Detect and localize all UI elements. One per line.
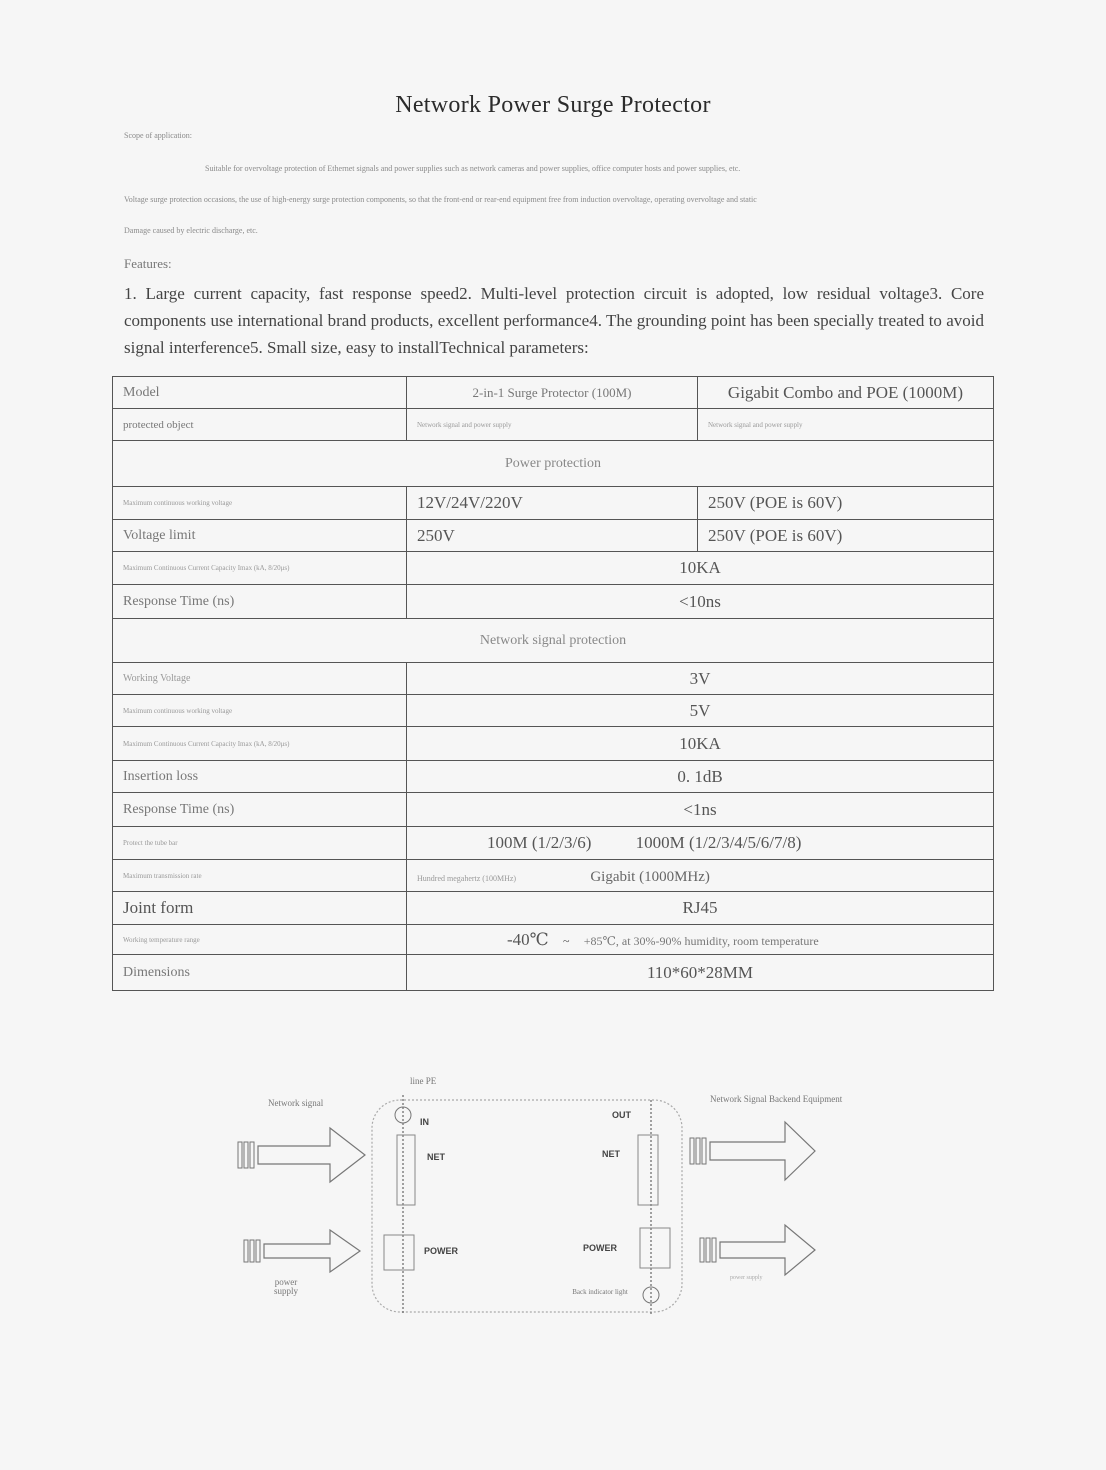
page-title: Network Power Surge Protector (395, 92, 711, 118)
net-component-right (638, 1135, 658, 1205)
spec-table (112, 376, 994, 991)
table-row (113, 377, 994, 409)
model-label: Model (113, 377, 407, 409)
max-cont-voltage-label: Maximum continuous working voltage (113, 487, 407, 520)
imax-value: 10KA (407, 552, 994, 585)
scope-line-3: Damage caused by electric discharge, etc. (124, 226, 258, 235)
scope-line-1: Suitable for overvoltage protection of Ethernet signals and power supplies such as network cameras and power supplies, office computer hosts and power supplies, etc. (205, 164, 741, 173)
table-row (113, 487, 994, 520)
protect-tube-a: 100M (1/2/3/6) (487, 833, 592, 852)
voltage-limit-b: 250V (POE is 60V) (698, 520, 994, 552)
transmission-rate-b: Gigabit (1000MHz) (590, 868, 710, 885)
net-component-left (397, 1135, 415, 1205)
network-signal-label: Network signal (268, 1098, 324, 1108)
power-right-label: POWER (583, 1243, 618, 1253)
wiring-diagram-graphic (230, 1070, 890, 1320)
table-row (113, 860, 994, 892)
table-row (113, 585, 994, 619)
temperature-range-value (407, 925, 994, 955)
power-left-label: POWER (424, 1246, 459, 1256)
in-label: IN (420, 1117, 429, 1127)
transmission-rate-value (407, 860, 994, 892)
line-pe-label: line PE (410, 1076, 437, 1086)
table-row (113, 520, 994, 552)
network-protection-header: Network signal protection (113, 619, 994, 663)
protected-b: Network signal and power supply (698, 409, 994, 441)
working-voltage-value: 3V (407, 663, 994, 695)
max-cont-voltage-2-value: 5V (407, 695, 994, 727)
power-component-right (640, 1228, 670, 1268)
insertion-loss-label: Insertion loss (113, 761, 407, 793)
transmission-rate-label: Maximum transmission rate (113, 860, 407, 892)
temperature-separator: ~ (562, 933, 570, 948)
table-row (113, 793, 994, 827)
table-row (113, 441, 994, 487)
table-row (113, 619, 994, 663)
backend-power-label: power supply (730, 1275, 763, 1281)
table-row (113, 892, 994, 925)
joint-form-label: Joint form (113, 892, 407, 925)
dimensions-value: 110*60*28MM (407, 955, 994, 991)
arrow-network-out (690, 1122, 815, 1180)
backend-equipment-label: Network Signal Backend Equipment (710, 1094, 843, 1104)
max-cont-voltage-b: 250V (POE is 60V) (698, 487, 994, 520)
arrow-power-in (244, 1230, 360, 1272)
max-cont-voltage-2-label: Maximum continuous working voltage (113, 695, 407, 727)
dimensions-label: Dimensions (113, 955, 407, 991)
max-cont-voltage-a: 12V/24V/220V (407, 487, 698, 520)
working-voltage-label: Working Voltage (113, 663, 407, 695)
temperature-range-label: Working temperature range (113, 925, 407, 955)
response-time-label: Response Time (ns) (113, 585, 407, 619)
insertion-loss-value: 0. 1dB (407, 761, 994, 793)
table-row (113, 663, 994, 695)
response-time-2-label: Response Time (ns) (113, 793, 407, 827)
temperature-max: +85℃, at 30%-90% humidity, room temperature (583, 933, 819, 948)
protect-tube-label: Protect the tube bar (113, 827, 407, 860)
net-left-label: NET (427, 1152, 445, 1162)
protected-a: Network signal and power supply (407, 409, 698, 441)
out-label: OUT (612, 1110, 631, 1120)
response-time-2-value: <1ns (407, 793, 994, 827)
protect-tube-b: 1000M (1/2/3/4/5/6/7/8) (635, 833, 802, 852)
power-protection-header: Power protection (113, 441, 994, 487)
model-a: 2-in-1 Surge Protector (100M) (407, 377, 698, 409)
joint-form-value: RJ45 (407, 892, 994, 925)
protected-label: protected object (113, 409, 407, 441)
table-row (113, 552, 994, 585)
table-row (113, 955, 994, 991)
scope-line-2: Voltage surge protection occasions, the use of high-energy surge protection components, so that the front-end or rear-end equipment free from induction overvoltage, operating overvoltage and static (124, 195, 757, 204)
voltage-limit-label: Voltage limit (113, 520, 407, 552)
table-row (113, 925, 994, 955)
voltage-limit-a: 250V (407, 520, 698, 552)
wiring-diagram (230, 1070, 890, 1320)
arrow-network-in (238, 1128, 365, 1182)
imax-2-value: 10KA (407, 727, 994, 761)
power-supply-label: power supply (273, 1277, 298, 1296)
arrow-power-out (700, 1225, 815, 1275)
table-row (113, 695, 994, 727)
imax-2-label: Maximum Continuous Current Capacity Imax (kA, 8/20μs) (113, 727, 407, 761)
net-right-label: NET (602, 1149, 620, 1159)
features-label: Features: (124, 256, 172, 271)
scope-label: Scope of application: (124, 131, 192, 140)
response-time-value: <10ns (407, 585, 994, 619)
transmission-rate-a: Hundred megahertz (100MHz) (417, 873, 517, 883)
table-row (113, 409, 994, 441)
table-row (113, 761, 994, 793)
features-body: 1. Large current capacity, fast response speed2. Multi-level protection circuit is adopted, low residual voltage3. Core components use international brand products, excellent performance4. The grounding point has been specially treated to avoid signal interference5. Small size, easy to installTechnical parameters: (124, 284, 984, 357)
table-row (113, 827, 994, 860)
table-row (113, 727, 994, 761)
protect-tube-value (407, 827, 994, 860)
model-b: Gigabit Combo and POE (1000M) (698, 377, 994, 409)
temperature-min: -40℃ (507, 929, 549, 949)
device-outline (372, 1100, 682, 1312)
power-component-left (384, 1235, 414, 1270)
indicator-label: Back indicator light (572, 1288, 628, 1296)
imax-label: Maximum Continuous Current Capacity Imax (kA, 8/20μs) (113, 552, 407, 585)
